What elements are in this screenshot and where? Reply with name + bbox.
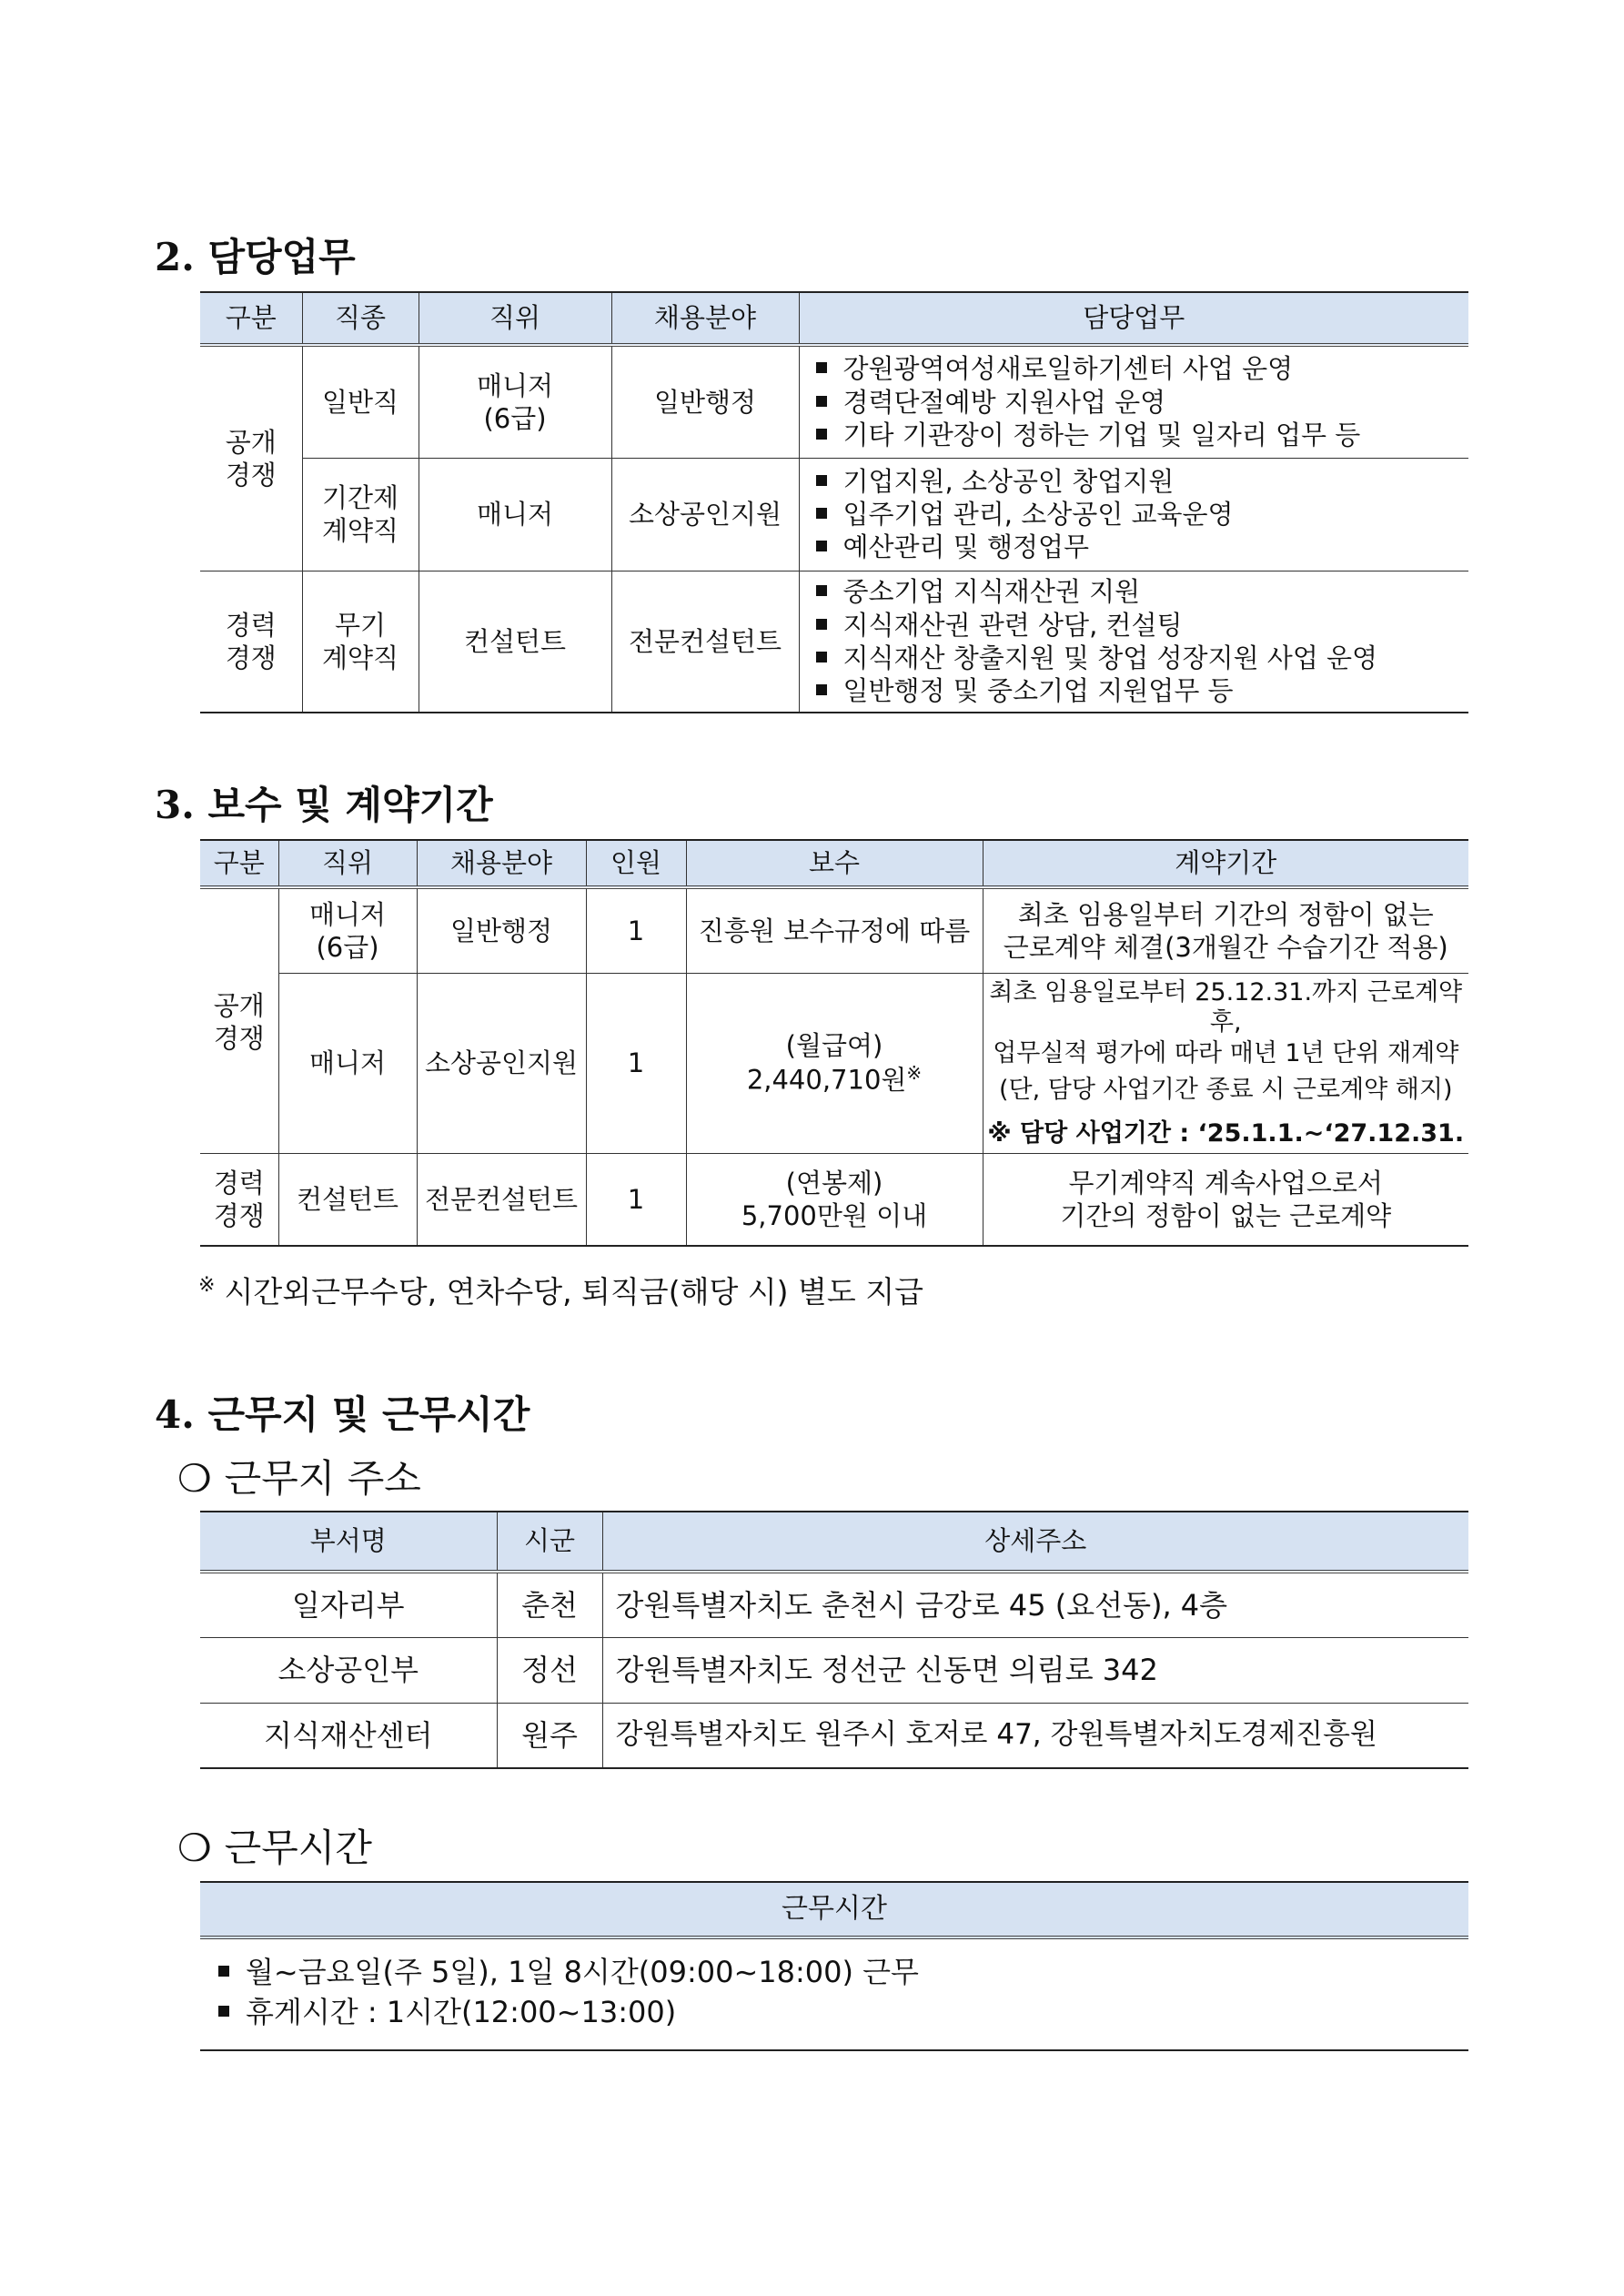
city: 정선 <box>497 1637 602 1703</box>
hours-header: 근무시간 <box>200 1881 1468 1939</box>
pay-footnote: ※ 시간외근무수당, 연차수당, 퇴직금(해당 시) 별도 지급 <box>198 1274 924 1310</box>
section-title-pay: 3. 보수 및 계약기간 <box>155 783 493 827</box>
list-item: 경력단절예방 지원사업 운영 <box>816 386 1466 419</box>
dept: 지식재산센터 <box>200 1703 497 1768</box>
header-field: 채용분야 <box>611 292 799 345</box>
pay: (월급여) 2,440,710원※ <box>686 973 983 1153</box>
pay-table <box>200 839 1468 1247</box>
table-row <box>200 1572 1468 1637</box>
square-bullet-icon <box>218 2006 229 2017</box>
header-position: 직위 <box>419 292 611 345</box>
header-category: 구분 <box>200 840 278 887</box>
header-job-type: 직종 <box>302 292 419 345</box>
square-bullet-icon <box>816 585 827 596</box>
position: 컨설턴트 <box>278 1153 417 1246</box>
subsection-hours: ❍ 근무시간 <box>177 1826 372 1870</box>
square-bullet-icon <box>816 429 827 440</box>
section-title-workplace: 4. 근무지 및 근무시간 <box>155 1392 530 1437</box>
address: 강원특별자치도 원주시 호저로 47, 강원특별자치도경제진흥원 <box>602 1703 1468 1768</box>
header-period: 계약기간 <box>983 840 1468 887</box>
header-pay: 보수 <box>686 840 983 887</box>
city: 원주 <box>497 1703 602 1768</box>
list-item: 월~금요일(주 5일), 1일 8시간(09:00~18:00) 근무 <box>218 1952 919 1992</box>
header-duties: 담당업무 <box>799 292 1468 345</box>
contract-period: 최초 임용일부터 기간의 정함이 없는 근로계약 체결(3개월간 수습기간 적용) <box>983 887 1468 973</box>
list-item: 예산관리 및 행정업무 <box>816 531 1466 563</box>
list-item: 지식재산 창출지원 및 창업 성장지원 사업 운영 <box>816 642 1466 674</box>
list-item: 기업지원, 소상공인 창업지원 <box>816 465 1466 498</box>
list-item: 기타 기관장이 정하는 기업 및 일자리 업무 등 <box>816 419 1466 451</box>
square-bullet-icon <box>218 1966 229 1977</box>
field: 일반행정 <box>611 345 799 458</box>
square-bullet-icon <box>816 652 827 663</box>
address: 강원특별자치도 정선군 신동면 의림로 342 <box>602 1637 1468 1703</box>
hours-bottom-rule <box>200 2049 1468 2051</box>
count: 1 <box>586 1153 686 1246</box>
list-item: 입주기업 관리, 소상공인 교육운영 <box>816 498 1466 531</box>
position: 매니저 (6급) <box>419 345 611 458</box>
position: 컨설턴트 <box>419 571 611 713</box>
square-bullet-icon <box>816 508 827 519</box>
subsection-address: ❍ 근무지 주소 <box>177 1456 421 1501</box>
count: 1 <box>586 973 686 1153</box>
header-category: 구분 <box>200 292 302 345</box>
table-row <box>200 1703 1468 1768</box>
count: 1 <box>586 887 686 973</box>
address: 강원특별자치도 춘천시 금강로 45 (요선동), 4층 <box>602 1572 1468 1637</box>
duties-table <box>200 291 1468 713</box>
hours-list <box>218 1952 919 2032</box>
job-type: 일반직 <box>302 345 419 458</box>
duties-list <box>799 458 1468 571</box>
header-city: 시군 <box>497 1512 602 1572</box>
job-type: 기간제 계약직 <box>302 458 419 571</box>
header-position: 직위 <box>278 840 417 887</box>
header-field: 채용분야 <box>417 840 586 887</box>
contract-period: 최초 임용일로부터 25.12.31.까지 근로계약 후, 업무실적 평가에 따라 매년 1년 단위 재계약 (단, 담당 사업기간 종료 시 근로계약 해지) ※ 담당 사업기간 : ‘25.1.1.~‘27.12.31. <box>983 973 1468 1153</box>
square-bullet-icon <box>816 475 827 486</box>
field: 소상공인지원 <box>611 458 799 571</box>
square-bullet-icon <box>816 541 827 551</box>
circle-bullet-icon: ❍ <box>177 1456 212 1501</box>
address-table <box>200 1511 1468 1769</box>
header-address: 상세주소 <box>602 1512 1468 1572</box>
header-count: 인원 <box>586 840 686 887</box>
position: 매니저 <box>419 458 611 571</box>
job-type: 무기 계약직 <box>302 571 419 713</box>
header-dept: 부서명 <box>200 1512 497 1572</box>
square-bullet-icon <box>816 396 827 407</box>
position: 매니저 (6급) <box>278 887 417 973</box>
table-row <box>200 1637 1468 1703</box>
pay: (연봉제) 5,700만원 이내 <box>686 1153 983 1246</box>
field: 소상공인지원 <box>417 973 586 1153</box>
group-open: 공개 경쟁 <box>200 887 278 1153</box>
duties-list <box>799 345 1468 458</box>
group-career: 경력 경쟁 <box>200 1153 278 1246</box>
duties-list <box>799 571 1468 713</box>
list-item: 지식재산권 관련 상담, 컨설팅 <box>816 609 1466 642</box>
position: 매니저 <box>278 973 417 1153</box>
section-title-duties: 2. 담당업무 <box>155 235 356 279</box>
pay: 진흥원 보수규정에 따름 <box>686 887 983 973</box>
list-item: 중소기업 지식재산권 지원 <box>816 575 1466 608</box>
city: 춘천 <box>497 1572 602 1637</box>
circle-bullet-icon: ❍ <box>177 1826 212 1870</box>
list-item: 휴게시간 : 1시간(12:00~13:00) <box>218 1992 919 2032</box>
square-bullet-icon <box>816 684 827 695</box>
list-item: 일반행정 및 중소기업 지원업무 등 <box>816 674 1466 707</box>
dept: 일자리부 <box>200 1572 497 1637</box>
note-mark: ※ <box>198 1274 216 1297</box>
square-bullet-icon <box>816 619 827 630</box>
project-period-note: ※ 담당 사업기간 : ‘25.1.1.~‘27.12.31. <box>987 1118 1465 1148</box>
square-bullet-icon <box>816 362 827 373</box>
note-mark: ※ <box>906 1062 923 1085</box>
field: 전문컨설턴트 <box>611 571 799 713</box>
dept: 소상공인부 <box>200 1637 497 1703</box>
field: 일반행정 <box>417 887 586 973</box>
group-open: 공개 경쟁 <box>200 345 302 571</box>
group-career: 경력 경쟁 <box>200 571 302 713</box>
field: 전문컨설턴트 <box>417 1153 586 1246</box>
list-item: 강원광역여성새로일하기센터 사업 운영 <box>816 352 1466 385</box>
contract-period: 무기계약직 계속사업으로서 기간의 정함이 없는 근로계약 <box>983 1153 1468 1246</box>
